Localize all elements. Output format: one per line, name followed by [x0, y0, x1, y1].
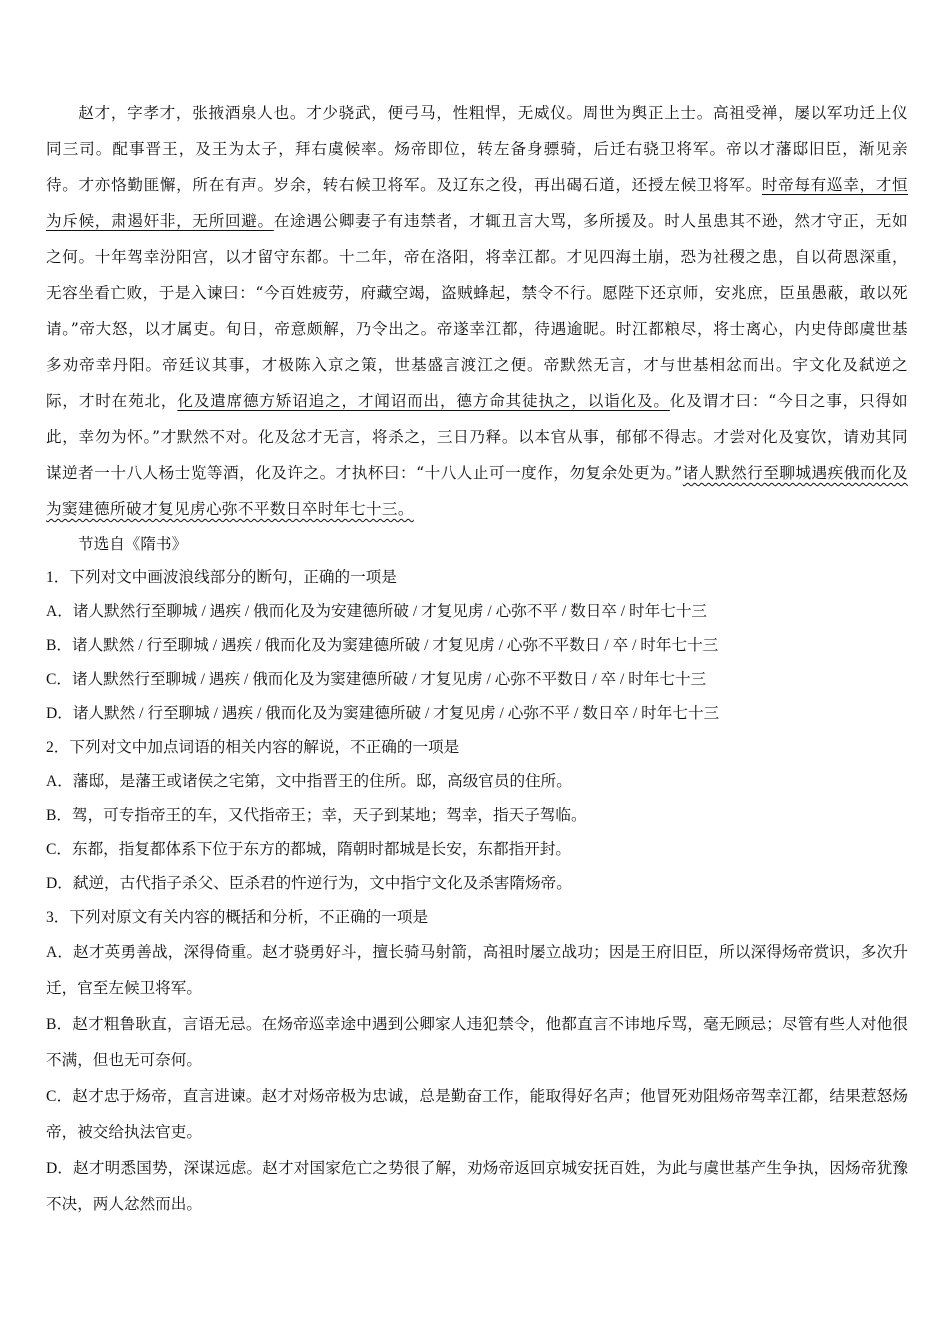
question-stem: 3．下列对原文有关内容的概括和分析，不正确的一项是 [46, 909, 429, 926]
question-3 [46, 901, 908, 1223]
option-d: D．弑逆，古代指子杀父、臣杀君的忤逆行为，文中指宁文化及杀害隋炀帝。 [46, 875, 572, 892]
option-a: A．赵才英勇善战，深得倚重。赵才骁勇好斗，擅长骑马射箭，高祖时屡立战功；因是王府旧臣，所以深得炀帝赏识，多次升迁，官至左候卫将军。 [46, 944, 908, 997]
option-b: B．赵才粗鲁耿直，言语无忌。在炀帝巡幸途中遇到公卿家人违犯禁令，他都直言不讳地斥骂，毫无顾忌；尽管有些人对他很不满，但也无可奈何。 [46, 1016, 908, 1069]
underlined-sentence-2: 化及遣席德方矫诏追之，才闻诏而出，德方命其徒执之，以诣化及。 [177, 392, 670, 410]
option-a: A．诸人默然行至聊城 / 遇疾 / 俄而化及为安建德所破 / 才复见虏 / 心弥不平 / 数日卒 / 时年七十三 [46, 603, 708, 620]
option-c: C．诸人默然行至聊城 / 遇疾 / 俄而化及为窦建德所破 / 才复见虏 / 心弥不平数日 / 卒 / 时年七十三 [46, 671, 707, 688]
option-b: B．诸人默然 / 行至聊城 / 遇疾 / 俄而化及为窦建德所破 / 才复见虏 / 心弥不平数日 / 卒 / 时年七十三 [46, 637, 719, 654]
classical-passage [46, 95, 908, 527]
underlined-sentence-1: 时帝每有巡幸，才恒为斥候，肃遏奸非，无所回避。 [46, 176, 908, 230]
option-d: D．诸人默然 / 行至聊城 / 遇疾 / 俄而化及为窦建德所破 / 才复见虏 / 心弥不平 / 数日卒 / 时年七十三 [46, 705, 720, 722]
passage-text-part1: 赵才，字孝才，张掖酒泉人也。才少骁武，便弓马，性粗悍，无威仪。周世为舆正上士。高祖受禅，屡以军功迁上仪同三司。配事晋王，及王为太子，拜右虞候率。炀帝即位，转左备身骠骑，后迁右骁卫将军。帝以才藩邸旧臣，渐见亲待。才亦恪勤匪懈，所在有声。岁余，转右候卫将军。及辽东之役，再出碣石道，还授左候卫将军。 [46, 104, 908, 194]
question-stem: 1．下列对文中画波浪线部分的断句，正确的一项是 [46, 569, 397, 586]
option-b: B．驾，可专指帝王的车，又代指帝王；幸，天子到某地；驾幸，指天子驾临。 [46, 807, 587, 824]
wavy-underlined-sentence: 诸人默然行至聊城遇疾俄而化及为窦建德所破才复见虏心弥不平数日卒时年七十三。 [46, 464, 908, 518]
option-a: A．藩邸，是藩王或诸侯之宅第，文中指晋王的住所。邸，高级官员的住所。 [46, 773, 572, 790]
question-stem: 2．下列对文中加点词语的相关内容的解说，不正确的一项是 [46, 739, 460, 756]
option-c: C．东都，指复都体系下位于东方的都城，隋朝时都城是长安，东都指开封。 [46, 841, 571, 858]
option-c: C．赵才忠于炀帝，直言进谏。赵才对炀帝极为忠诚，总是勤奋工作，能取得好名声；他冒死劝阻炀帝驾幸江都，结果惹怒炀帝，被交给执法官吏。 [46, 1088, 908, 1141]
question-1 [46, 561, 908, 731]
passage-text-part2: 在途遇公卿妻子有违禁者，才辄丑言大骂，多所援及。时人虽患其不逊，然才守正，无如之何。十年驾幸汾阳宫，以才留守东都。十二年，帝在洛阳，将幸江都。才见四海土崩，恐为社稷之患，自以荷恩深重，无容坐看亡败，于是入谏曰：“今百姓疲劳，府藏空竭，盗贼蜂起，禁令不行。愿陛下还京师，安兆庶，臣虽愚蔽，敢以死请。”帝大怒，以才属吏。旬日，帝意颇解，乃令出之。帝遂幸江都，待遇逾昵。时江都粮尽，将士离心，内史侍郎虞世基多劝帝幸丹阳。帝廷议其事，才极陈入京之策，世基盛言渡江之便。帝默然无言，才与世基相忿而出。宇文化及弑逆之际，才时在苑北， [46, 212, 908, 410]
option-d: D．赵才明悉国势，深谋远虑。赵才对国家危亡之势很了解，劝炀帝返回京城安抚百姓，为此与虞世基产生争执，因炀帝犹豫不决，两人忿然而出。 [46, 1160, 908, 1213]
question-2 [46, 731, 908, 901]
document-page [46, 95, 908, 1223]
source-note: 节选自《隋书》 [78, 535, 188, 553]
passage-text-part3: 化及谓才曰：“今日之事，只得如此，幸勿为怀。”才默然不对。化及忿才无言，将杀之，三日乃释。以本官从事，郁郁不得志。才尝对化及宴饮，请劝其同谋逆者一十八人杨士览等酒，化及许之。才执杯曰：“十八人止可一度作，勿复余处更为。” [46, 392, 908, 482]
